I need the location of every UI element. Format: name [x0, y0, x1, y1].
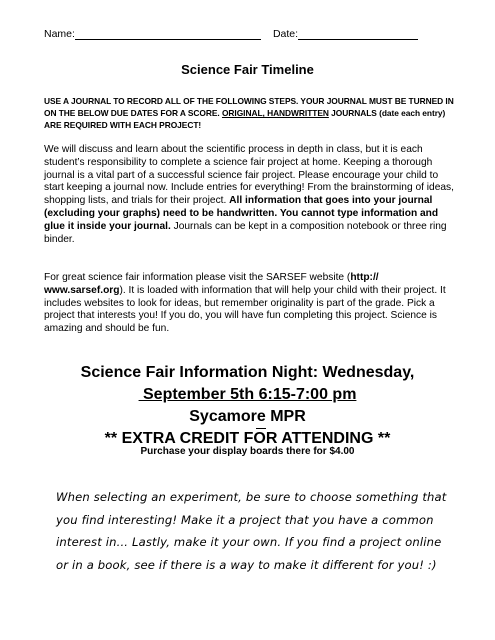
small-dash	[256, 428, 266, 429]
paragraph2-text2: ). It is loaded with information that will help your child with their project. It includes websites to look for ideas, but remember originality is part of the grade. Pick a project that interests you! If you do, you will have fun completing this project. Science is amazing and should be fun.	[44, 284, 446, 335]
instructions-part1: USE A JOURNAL TO RECORD ALL OF THE FOLLOWING STEPS. YOUR JOURNAL MUST BE TURNED IN ON THE BELOW DUE DATES FOR A SCORE.	[44, 96, 454, 118]
purchase-note: Purchase your display boards there for $4.00	[140, 446, 355, 457]
name-label: Name:	[44, 28, 75, 40]
event-line-4: ** EXTRA CREDIT FOR ATTENDING **	[104, 430, 391, 447]
instructions-part2: JOURNALS (date each entry) ARE REQUIRED WITH EACH PROJECT!	[44, 108, 446, 130]
paragraph-sarsef	[44, 272, 456, 336]
journal-instructions	[44, 95, 454, 131]
info-night-announcement	[0, 362, 495, 450]
handwritten-note: When selecting an experiment, be sure to choose something that you find interesting! Make it a project that you have a common interest in... Lastly, make it your own. If you find a project online or in a book, see if there is a way to make it different for you! :)	[56, 490, 447, 572]
paragraph1-text2: Journals can be kept in a composition notebook or three ring binder.	[44, 220, 447, 245]
sarsef-url: http:// www.sarsef.org	[44, 272, 379, 296]
event-line-2: September 5th 6:15-7:00 pm	[138, 386, 357, 403]
date-label: Date:	[272, 28, 299, 40]
event-line-1: Science Fair Information Night: Wednesday,	[80, 364, 415, 381]
page-title: Science Fair Timeline	[181, 62, 314, 77]
date-blank-line	[298, 28, 418, 40]
name-blank-line	[75, 28, 261, 40]
paragraph1-bold: All information that goes into your journal (excluding your graphs) need to be handwritten. You cannot type information and glue it inside your journal.	[44, 195, 439, 232]
instructions-underlined: ORIGINAL, HANDWRITTEN	[221, 108, 329, 118]
paragraph2-text1: For great science fair information please visit the SARSEF website (	[44, 272, 351, 283]
name-date-header	[44, 28, 455, 40]
paragraph1-text1: We will discuss and learn about the scientific process in depth in class, but it is each student’s responsibility to complete a science fair project at home. Keeping a thorough journal is a vital part of a successful science fair project. Please encourage your child to start keeping a journal now. Include entries for everything! From the brainstorming of ideas, shopping lists, and trials for their project.	[44, 144, 454, 207]
event-line-3: Sycamore MPR	[189, 408, 306, 425]
paragraph-journal	[44, 144, 456, 246]
